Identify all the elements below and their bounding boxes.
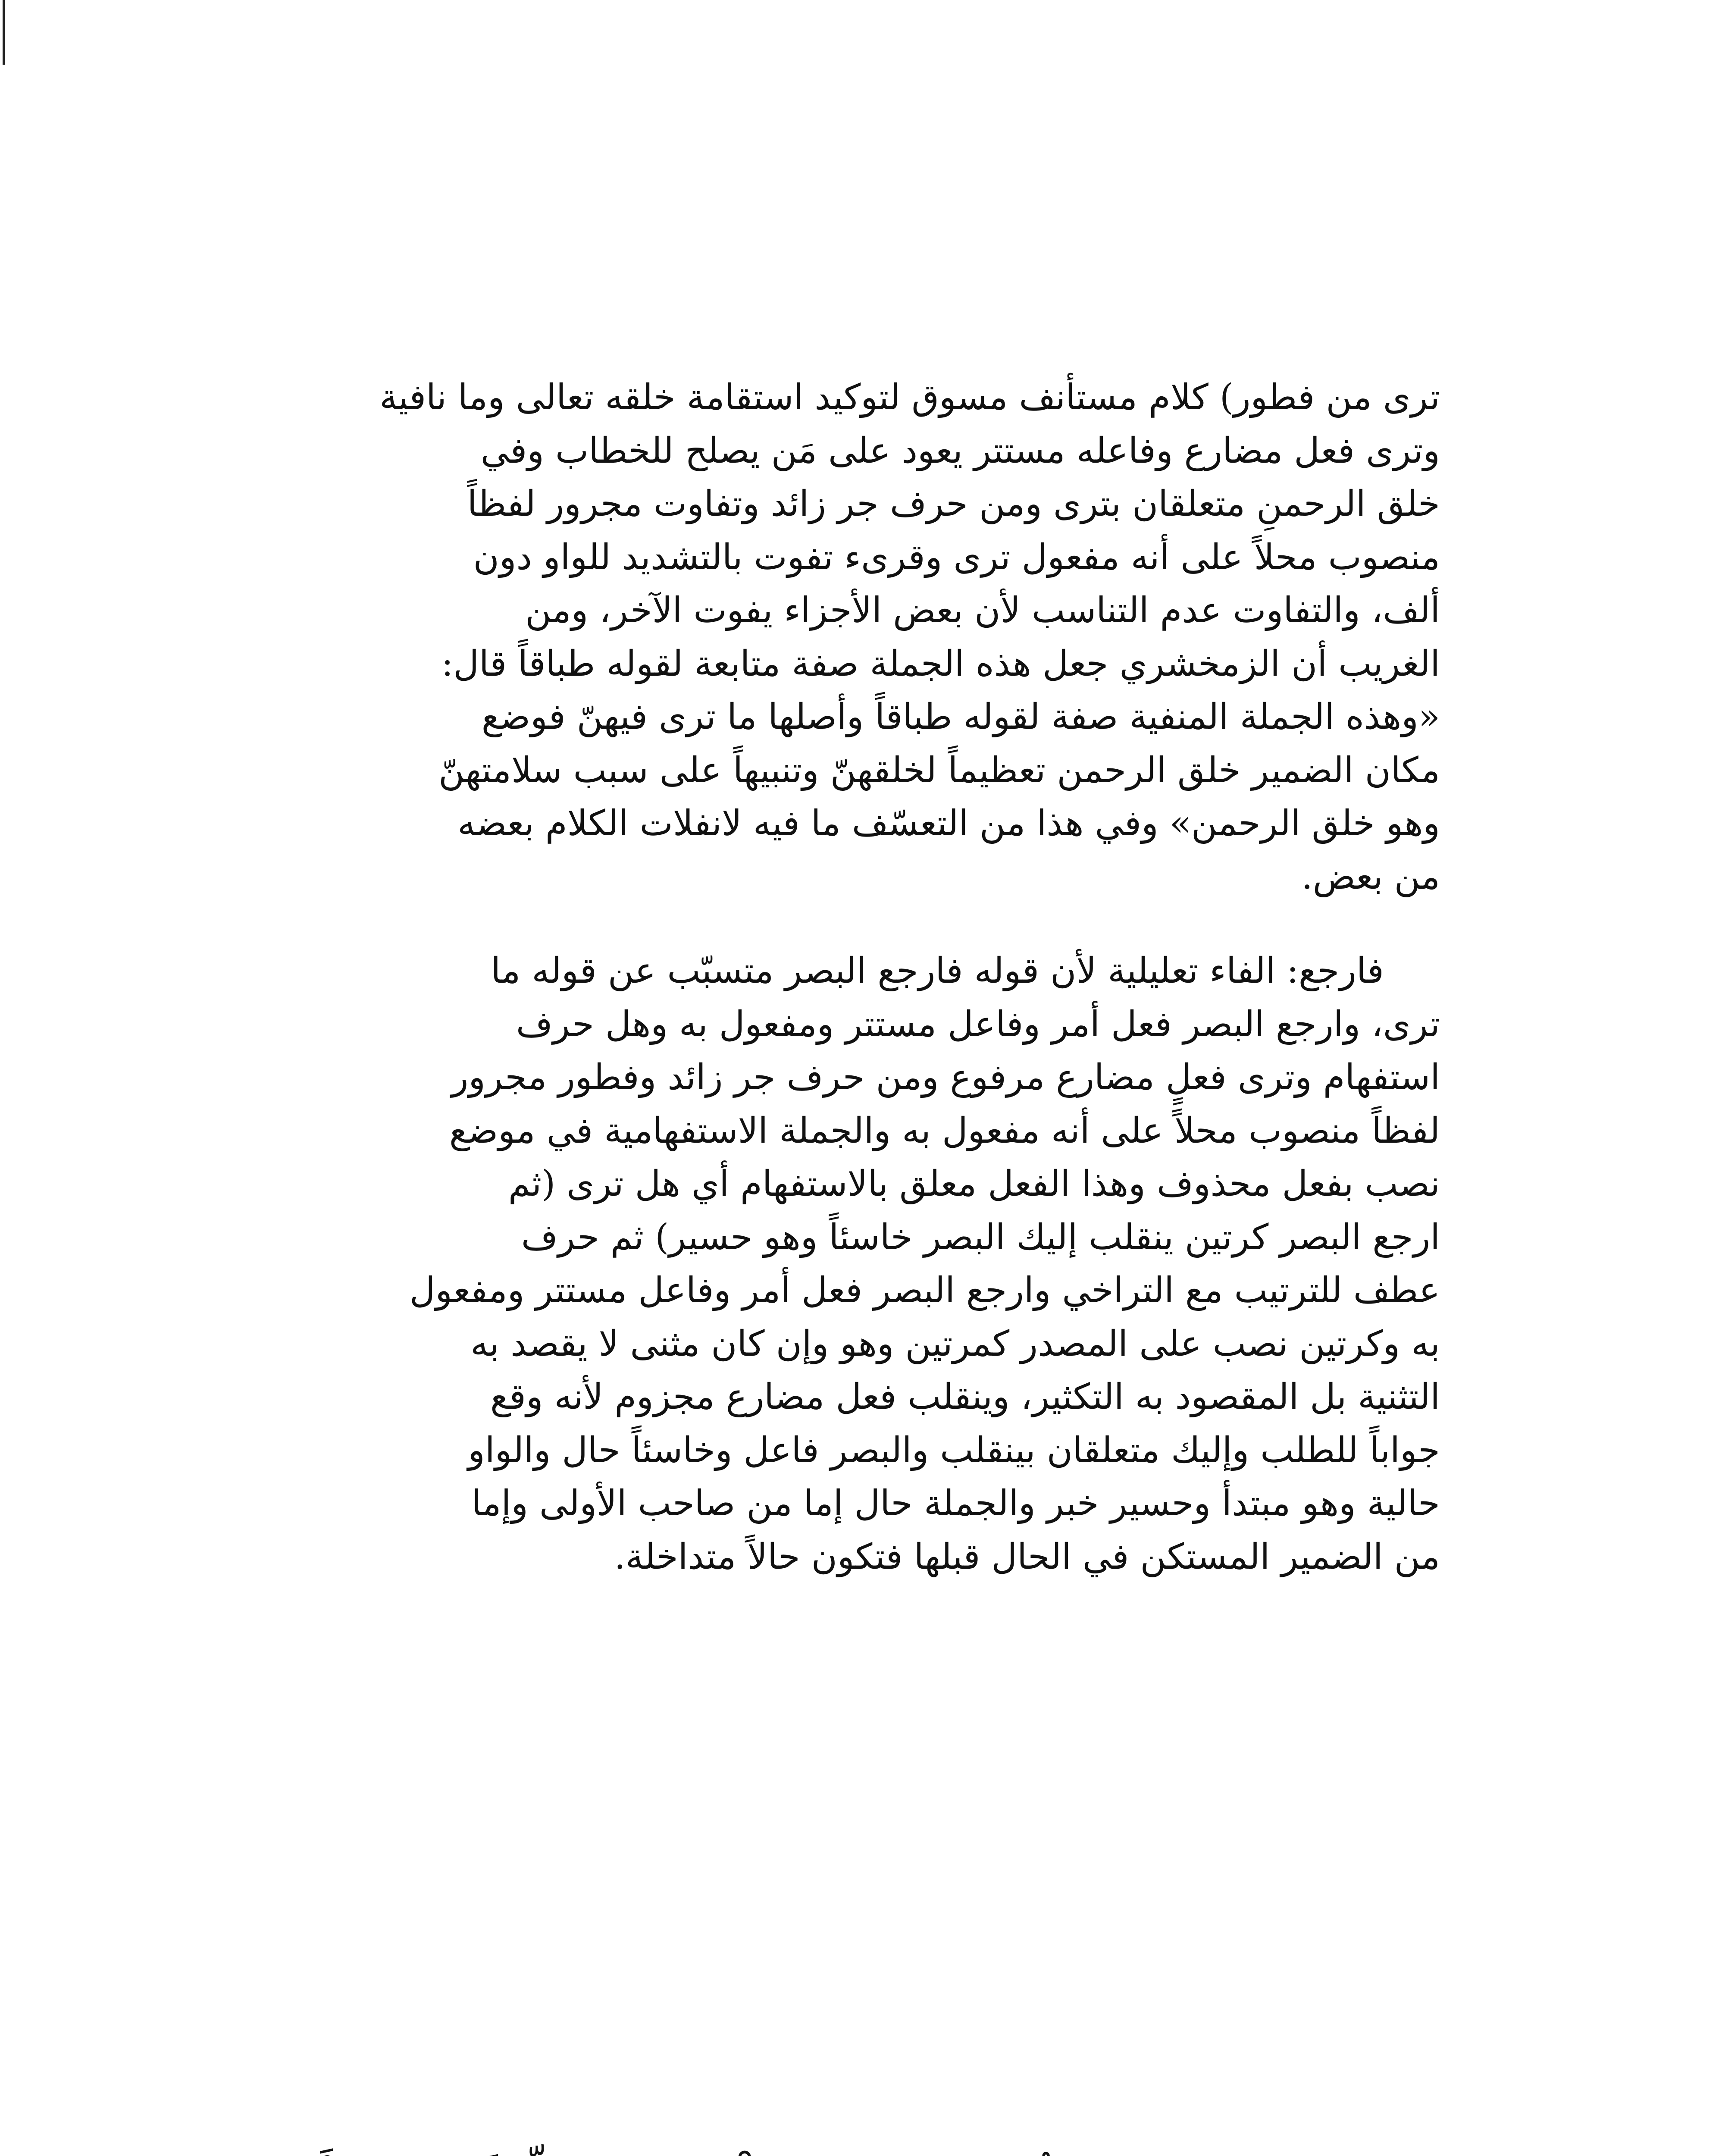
text-line: جواباً للطلب وإليك متعلقان بينقلب والبصر فاعل وخاسئاً حال والواو: [468, 1429, 1440, 1471]
text-line: ترى من فطور) كلام مستأنف مسوق لتوكيد استقامة خلقه تعالى وما نافية: [379, 377, 1440, 418]
text-line: استفهام وترى فعلٍ مضارع مرفوع ومن حرف جر زائد وفطور مجرور: [451, 1057, 1440, 1098]
text-line: وهو خلق الرحمن» وفي هذا من التعسّف ما فيه لانفلات الكلام بعضه: [457, 803, 1440, 844]
text-line: وترى فعل مضارع وفاعله مستتر يعود على مَن يصلح للخطاب وفي: [480, 430, 1440, 471]
text-line: التثنية بل المقصود به التكثير، وينقلب فعل مضارع مجزوم لأنه وقع: [490, 1376, 1440, 1417]
quran-verse: [297, 2152, 1440, 2156]
text-line: من بعض.: [1301, 856, 1440, 897]
text-line: فارجع: الفاء تعليلية لأن قوله فارجع البصر متسبّب عن قوله ما: [491, 950, 1384, 991]
text-line: مكان الضمير خلق الرحمن تعظيماً لخلقهنّ وتنبيهاً على سبب سلامتهنّ: [438, 749, 1440, 791]
text-line: حالية وهو مبتدأ وحسير خبر والجملة حال إما من صاحب الأولى وإما: [471, 1483, 1440, 1524]
text-line: «وهذه الجملة المنفية صفة لقوله طباقاً وأصلها ما ترى فيهنّ فوضع: [481, 696, 1440, 737]
text-line: لفظاً منصوب محلاً على أنه مفعول به والجملة الاستفهامية في موضع: [449, 1110, 1440, 1151]
text-line: من الضمير المستكن في الحال قبلها فتكون حالاً متداخلة.: [614, 1536, 1440, 1577]
text-line: عطف للترتيب مع التراخي وارجع البصر فعل أمر وفاعل مستتر ومفعول: [409, 1270, 1440, 1311]
text-line: به وكرتين نصب على المصدر كمرتين وهو وإن كان مثنى لا يقصد به: [470, 1323, 1440, 1364]
text-line: ترى، وارجع البصر فعل أمر وفاعل مستتر ومفعول به وهل حرف: [516, 1003, 1440, 1045]
text-line: نصب بفعل محذوف وهذا الفعل معلق بالاستفهام أي هل ترى (ثم: [508, 1163, 1440, 1204]
page-edge-mark: [3, 0, 5, 65]
text-line: خلق الرحمنِ متعلقان بترى ومن حرف جر زائد وتفاوت مجرور لفظاً: [467, 483, 1440, 524]
text-line: الغريب أن الزمخشري جعل هذه الجملة صفة متابعة لقوله طباقاً قال:: [441, 643, 1440, 684]
text-line: ارجع البصر كرتين ينقلب إليك البصر خاسئاً وهو حسير) ثم حرف: [521, 1216, 1440, 1258]
commentary-text: [297, 371, 1440, 1583]
text-line: ألف، والتفاوت عدم التناسب لأن بعض الأجزاء يفوت الآخر، ومن: [525, 590, 1440, 631]
paragraph-gap: [297, 903, 1440, 944]
text-line: منصوب محلاً على أنه مفعول ترى وقرىء تفوت بالتشديد للواو دون: [473, 536, 1440, 578]
